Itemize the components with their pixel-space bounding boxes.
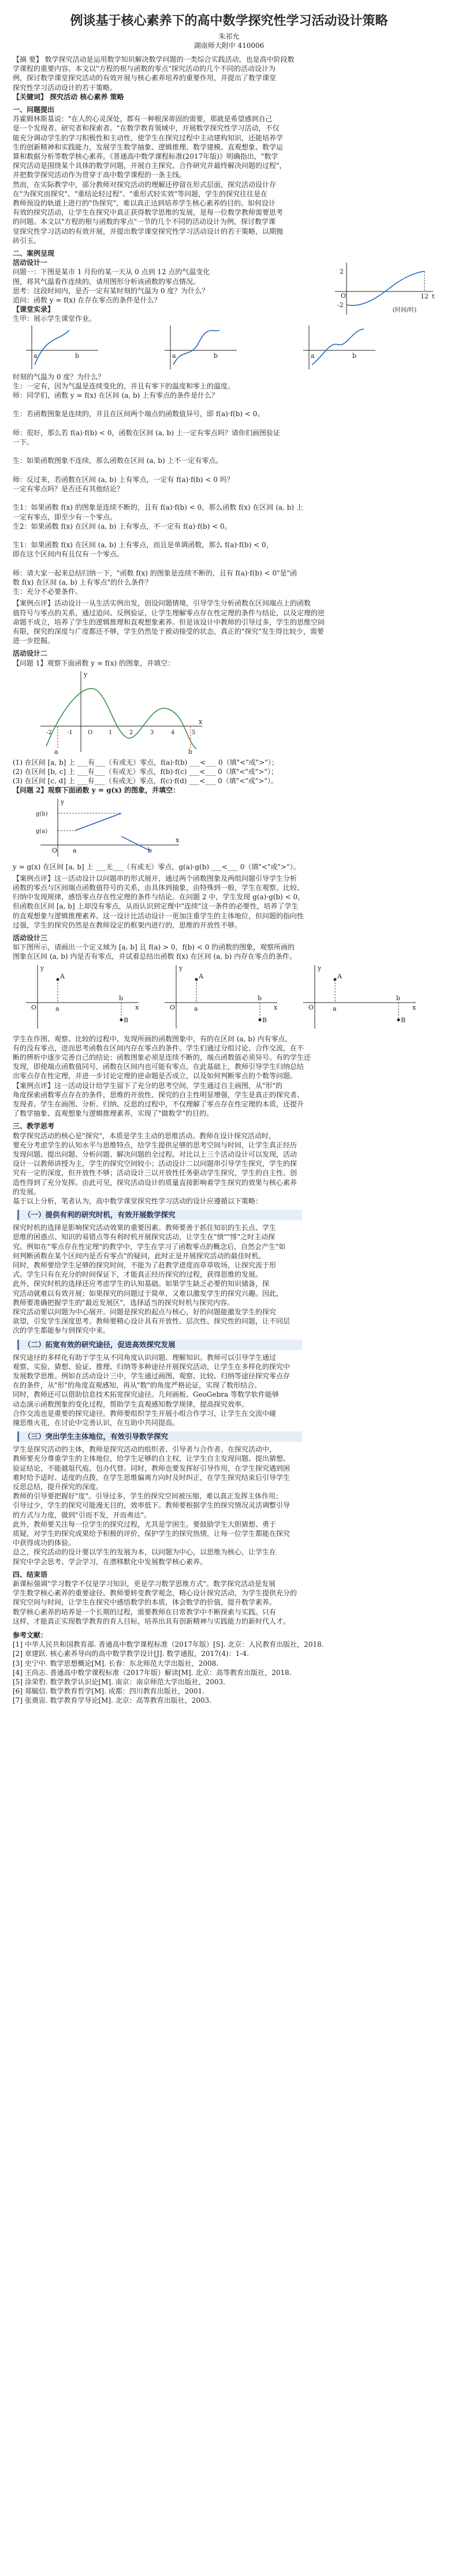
g-b-label: b xyxy=(148,846,152,854)
dialogue-line: 生：充分不必要条件。 xyxy=(13,588,83,596)
f-tick-label: 1 xyxy=(109,729,113,736)
point-a-label: A xyxy=(60,972,65,980)
strategy3-line: 中获得成功的体验。 xyxy=(13,1539,76,1547)
strategy1-line: 次的学生都能参与到探究中来。 xyxy=(13,1326,110,1335)
f-curve xyxy=(46,689,196,749)
design3-after-line: 发现者。学生在画图、分析、归纳、反思的过程中，不仅理解了零点存在性定理的本质，还提升 xyxy=(13,1100,304,1108)
strategy2-line: 同时，教师还可以借助信息技术拓宽探究途径。几何画板、GeoGebra 等数学软件能够 xyxy=(13,1390,279,1399)
abstract-line: 例，探讨数学课堂探究活动的有效开展与核心素养培养的重要作用，并提出了数学课堂 xyxy=(13,74,277,83)
section3-line: 的发展。 xyxy=(13,1187,41,1196)
ga-label: g(a) xyxy=(36,828,48,835)
strategy1-line: 同时，教师要给学生足够的探究时间，不能为了赶教学进度而草草收场，让探究流于形 xyxy=(13,1261,277,1269)
strategy3-line: 质疑，对学生的探究成果给予积极的评价，保护学生的探究热情，让每一位学生都能在探究 xyxy=(13,1530,291,1538)
section2-line: 生甲：展示学生课堂作业。 xyxy=(13,315,96,323)
t-axis-label: t xyxy=(432,293,435,300)
y-label: y xyxy=(318,964,322,972)
design3-after-line: 学生在作图、观察、比较的过程中，发现所画的函数图象中，有的在区间 (a, b) 内有零点， xyxy=(13,1034,292,1043)
g-segment-upper xyxy=(75,813,121,831)
dialogue-line xyxy=(13,466,445,475)
dialogue-line xyxy=(13,494,445,503)
section1-line: 是一个发现者、研究者和探索者。"在数学教育领域中，开展数学探究性学习活动，不仅 xyxy=(13,124,280,133)
abstract-line: 【关键词】 探究活动 核心素养 策略 xyxy=(13,92,124,101)
dialogue-line xyxy=(13,401,445,409)
strategy3-line: 总之，探究活动的设计要以学生的发展为本，以问题为中心，以思维为核心，让学生在 xyxy=(13,1548,277,1557)
strategy3-line: 反思总结，提升探究的深度。 xyxy=(13,1483,103,1491)
function-g-figure xyxy=(35,796,185,859)
y-tick-label: 2 xyxy=(340,268,344,275)
g-y-label: y xyxy=(61,798,65,806)
section4-line: 学生数学核心素养的重要途径。教师要转变教学观念，精心设计探究活动，为学生提供充分的 xyxy=(13,1589,297,1598)
f-y-label: y xyxy=(84,670,88,678)
dialogue-line: 生：若函数图象是连续的，并且在区间两个端点的函数值异号，即 f(a)·f(b) < 0。 xyxy=(13,410,265,418)
endpoint-figure xyxy=(23,962,439,1031)
strategy1-line: 式。学生只有在充分的时间保证下，才能真正经历探究的过程，获得思维的发展。 xyxy=(13,1270,263,1279)
strategy3-heading xyxy=(17,1431,302,1442)
dialogue-line: 生1：如果函数 f(x) 在区间 (a, b) 上有零点，而且是单调函数，那么 f(a)·f(b) < 0， xyxy=(13,541,273,549)
y-label: y xyxy=(179,964,183,972)
origin-label: O xyxy=(31,1003,37,1011)
section2-line: 二、案例呈现 xyxy=(13,249,55,257)
f-tick-label: -2 xyxy=(46,729,52,736)
student-sketches-figure xyxy=(23,324,439,371)
temperature-curve xyxy=(347,271,425,305)
design3-line: 图象在区间 (a, b) 内是否有零点，并试着总结出函数 f(x) 在区间 (a, b) 内存在零点的条件。 xyxy=(13,952,297,961)
sketch-curve xyxy=(173,330,219,365)
x-label: x xyxy=(135,1003,139,1011)
review1-line: 有限，探究的深度与广度都还不够，学生仍然处于被动接受的状态，真正的"探究"发生得比较少，需要 xyxy=(13,627,325,635)
figure-caption: (时间/时) xyxy=(393,307,417,313)
reference-item: [6] 郑毓信. 数学教育哲学[M]. 成都：四川教育出版社，2001. xyxy=(13,1687,205,1696)
a-tick-label: a xyxy=(333,1004,337,1012)
point-a-label: A xyxy=(337,972,342,980)
x-label: x xyxy=(274,1003,278,1011)
section3-line: 发现问题、提出问题、分析问题、解决问题的全过程。对比以上三个活动设计可以发现，活动 xyxy=(13,1150,297,1158)
section1-line: 并把数学探究活动作为贯穿于高中数学课程的一条主线。 xyxy=(13,171,187,180)
strategy2-heading-label: （二）拓宽有效的研究途径，促进高效探究发展 xyxy=(24,1340,176,1349)
origin-label: O xyxy=(341,292,347,300)
reference-item: [3] 史宁中. 数学思想概论[M]. 长春：东北师范大学出版社，2008. xyxy=(13,1659,219,1668)
section1-line: 然而，在实际教学中，部分教师对探究活动的理解还停留在形式层面，探究活动设计存 xyxy=(13,180,277,189)
question1-line: (1) 在区间 [a, b] 上 ___有___（有或无）零点，f(a)·f(b) ___<___ 0（填"<"或">"）； xyxy=(13,758,278,767)
question1-line: (2) 在区间 [b, c] 上 ___有___（有或无）零点，f(b)·f(c) ___<___ 0（填"<"或">"）； xyxy=(13,768,278,776)
question1-line: (3) 在区间 [c, d] 上 ___有___（有或无）零点，f(c)·f(d) ___<___ 0（填"<"或">"）。 xyxy=(13,777,278,786)
strategy3-line: 的方式与力度，做到"引而不发，开而弗达"。 xyxy=(13,1511,151,1519)
section1-line: 苏霍姆林斯基说："在人的心灵深处，都有一种根深蒂固的需要，那就是希望感到自己 xyxy=(13,115,273,124)
sketch-curve xyxy=(35,330,69,365)
strategy1-line: 何判断函数在某个区间内是否有零点"的疑问，此时正是开展探究活动的最佳时机。 xyxy=(13,1251,266,1260)
dialogue-line: 师：同学们，函数 y = f(x) 在区间 (a, b) 上有零点的条件是什么？ xyxy=(13,391,219,399)
strategy1-heading xyxy=(17,1210,302,1220)
dialogue-line xyxy=(13,560,445,569)
review2-line: 归纳中发现规律，感悟零点存在性定理的条件与结论。在问题 2 中，学生发现 g(a)·g(b) < 0， xyxy=(13,893,305,902)
strategy3-line: 此外，教师要关注每一位学生的探究过程，尤其是学困生。要鼓励学生大胆猜想、勇于 xyxy=(13,1520,277,1528)
a-tick-label: a xyxy=(55,1004,59,1012)
design3-after-line: 【案例点评】这一活动设计给学生留下了充分的思考空间，学生通过自主画图，从"形"的 xyxy=(13,1081,283,1090)
abstract-line: 学课程的重要内容。本文以"方程的根与函数的零点"探究活动的几个不同的活动设计为 xyxy=(13,65,276,73)
dialogue-line: 生2：如果函数 f(x) 在区间 (a, b) 上有零点，不一定有 f(a)·f(b) < 0。 xyxy=(13,522,232,530)
strategy2-line: 撞思维火花，在讨论中完善认识，在互助中共同提高。 xyxy=(13,1419,180,1427)
strategy2-line: 发展数学思维。例如在活动设计三中，学生通过画图、观察、比较、归纳等途径探究零点存 xyxy=(13,1372,291,1380)
affiliation: 湖南师大附中 410006 xyxy=(193,42,265,50)
section1-line: 在"为探究而探究"、"重结论轻过程"、"重形式轻实效"等问题，学生的探究往往是在 xyxy=(13,189,268,198)
strategy1-line: 教师要准确把握学生的"最近发展区"，选择适当的探究时机与探究内容。 xyxy=(13,1298,234,1307)
design3-after-line: 发现，即使端点函数值同号，函数在区间内也可能有零点。在此基础上，教师引导学生归纳总结 xyxy=(13,1063,304,1071)
dialogue-line: 即在这个区间内有且仅有一个零点。 xyxy=(13,550,124,559)
section1-line: 有效的探究活动，让学生在探究中真正获得数学思维的发展，是每一位数学教师需要思考 xyxy=(13,208,284,217)
sketch-a-label: a xyxy=(33,352,38,360)
f-tick-label: 3 xyxy=(150,729,154,736)
dialogue-line: 师：反过来，若函数在区间 (a, b) 上有零点，一定有 f(a)·f(b) < 0 吗？ xyxy=(13,475,234,484)
sketch-b-label: b xyxy=(352,352,357,360)
section1-line: 堂探究性学习活动的有效开展，并提出数学课堂探究性学习活动设计的若干策略，以期抛 xyxy=(13,227,284,235)
design3-after-line: 有的没有零点，进而思考函数在区间内存在零点的条件。学生们通过分组讨论、合作交流，在不 xyxy=(13,1044,304,1052)
review2-line: 的直观想象与逻辑推理素养。这一设计比活动设计一更加注重学生的主体地位，但问题的指向性 xyxy=(13,911,304,920)
question1-line: 【问题 2】观察下面函数 y = g(x) 的图象，并填空： xyxy=(13,786,180,795)
section4-line: 数学核心素养的培养是一个长期的过程，需要教师在日常教学中不断探索与实践。只有 xyxy=(13,1607,277,1616)
strategy3-line: 探究中学会思考、学会学习，在潜移默化中发展数学核心素养。 xyxy=(13,1557,207,1566)
dialogue-line xyxy=(13,447,445,456)
section3-line: 基于以上分析，笔者认为，高中数学课堂探究性学习活动的设计应遵循以下策略： xyxy=(13,1197,263,1205)
review2-line: 函数的零点与区间端点函数值符号的关系，由具体到抽象，由特殊到一般，学生在观察、比较、 xyxy=(13,884,304,892)
sketch-b-label: b xyxy=(75,352,80,360)
strategy2-line: 动态演示函数图象的变化过程，帮助学生直观感知数学规律，提高探究效率。 xyxy=(13,1400,249,1408)
section3-line: 数学探究活动的核心是"探究"，本质是学生主动的思维活动。教师在设计探究活动时， xyxy=(13,1131,276,1140)
b-tick-label: b xyxy=(119,994,124,1002)
strategy2-heading xyxy=(17,1340,302,1350)
reference-item: [1] 中华人民共和国教育部. 普通高中数学课程标准（2017年版）[S]. 北京：人民教育出版社，2018. xyxy=(13,1640,324,1649)
author: 朱祁允 xyxy=(218,32,240,40)
strategy2-line: 探究途径的多样化有助于学生从不同角度认识问题、理解知识。教师可以引导学生通过 xyxy=(13,1353,277,1362)
dialogue-line: 时刻的气温为 0 度？为什么？ xyxy=(13,372,105,381)
origin-label: O xyxy=(170,1003,176,1011)
section2-line: 【课堂实录】 xyxy=(13,305,55,314)
design2-line: 活动设计二 xyxy=(13,649,48,658)
dialogue-line xyxy=(13,420,445,428)
review1-line: 进一步挖掘。 xyxy=(13,637,55,645)
article-title: 例谈基于核心素养下的高中数学探究性学习活动设计策略 xyxy=(70,13,388,28)
section4-line: 新课标强调"学习数学不仅是学习知识，更是学习数学思维方式"。数学探究活动是发展 xyxy=(13,1580,276,1588)
design3-after-line: 角度探索函数零点存在的条件，思维的开放性、探究的自主性明显增强，学生是真正的探究者、 xyxy=(13,1090,304,1099)
dialogue-line: 一下。 xyxy=(13,438,34,446)
abstract-line: 【摘 要】 数学探究活动是运用数学知识解决数学问题的一类综合实践活动，也是高中阶段数 xyxy=(13,55,295,63)
section2-line: 活动设计一 xyxy=(13,259,48,267)
review1-line: 命题不成立，培养了学生的逻辑推理和直观想象素养。但是该设计中教师的引导过多，学生的思维空间 xyxy=(13,618,325,626)
section1-line: 的问题。本文以"方程的根与函数的零点"一节的几个不同的活动设计为例，探讨数学课 xyxy=(13,218,276,226)
review2-line: 【案例点评】这一活动设计以问题串的形式展开，通过两个函数图象及两组问题引导学生分析 xyxy=(13,874,297,883)
f-tick-label: 2 xyxy=(129,729,133,736)
dialogue-line: 生：如果函数图象不连续，那么函数在区间 (a, b) 上不一定有零点。 xyxy=(13,457,223,465)
function-f-figure xyxy=(35,668,208,755)
design3-after-line: 断的辨析中逐步完善自己的结论：函数图象必须是连续不断的，端点函数值必须异号。有的学生还 xyxy=(13,1053,311,1061)
f-tick-label: 4 xyxy=(171,729,175,736)
temperature-figure xyxy=(323,260,439,317)
dialogue-line: 师：很好，那么若 f(a)·f(b) < 0，函数在区间 (a, b) 上一定有零点吗？请你们画图验证 xyxy=(13,428,280,437)
section1-line: 教师预设的轨道上进行的"伪探究"，难以真正达到培养学生核心素养的目的。如何设计 xyxy=(13,199,276,207)
references-title: 参考文献： xyxy=(13,1631,48,1639)
b-tick-label: b xyxy=(258,994,262,1002)
dialogue-line: 数 f(x) 在区间 (a, b) 上有零点"的什么条件？ xyxy=(13,578,152,586)
f-b-label: b xyxy=(188,747,193,755)
t-tick-label: 12 xyxy=(420,293,429,300)
b-tick-label: b xyxy=(396,994,401,1002)
sketch-a-label: a xyxy=(172,352,176,360)
strategy3-line: 学生是探究活动的主体，教师是探究活动的组织者、引导者与合作者。在探究活动中， xyxy=(13,1445,277,1454)
question2-line: y = g(x) 在区间 [a, b] 上 ___无___（有或无）零点，g(a)·g(b) ___<___ 0（填"<"或">"）。 xyxy=(13,862,300,871)
section4-line: 探究空间与时间，让学生在探究中感悟数学的本质，体会数学的价值，提升数学素养。 xyxy=(13,1598,277,1607)
design3-after-line: 了数学抽象、直观想象与逻辑推理素养，实现了"做数学"的目的。 xyxy=(13,1109,214,1118)
strategy1-line: 欲望，引发学生深度思考。教师要精心设计具有开放性、层次性、探究性的问题，让不同层 xyxy=(13,1317,291,1326)
f-tick-label: O xyxy=(88,729,93,736)
strategy2-line: 合作交流也是重要的探究途径。教师要组织学生开展小组合作学习，让学生在交流中碰 xyxy=(13,1409,277,1418)
design3-line: 如下图所示，请画出一个定义域为 [a, b] 且 f(a) > 0，f(b) < 0 的函数的图象，观察所画的 xyxy=(13,943,295,952)
section2-line: 思考：这段时间内，是否一定有某时刻的气温为 0 度？为什么？ xyxy=(13,286,209,295)
design2-line: 【问题 1】观察下面函数 y = f(x) 的图象，并填空： xyxy=(13,659,175,667)
point-a-label: A xyxy=(199,972,203,980)
point-b-label: B xyxy=(401,1016,406,1024)
section3-line: 要充分考虑学生的认知水平与思维特点，给学生提供足够的思考空间与时间，让学生真正经历 xyxy=(13,1141,297,1149)
section2-line: 追问：函数 y = f(x) 在存在零点的条件是什么？ xyxy=(13,296,161,304)
strategy1-line: 探究时机的选择是影响探究活动效果的重要因素。教师要善于抓住知识的生长点、学生 xyxy=(13,1224,277,1232)
point-b-label: B xyxy=(124,1016,129,1024)
section1-line: 能充分调动学生的学习积极性和主动性，使学生在探究过程中主动建构知识，还能培养学 xyxy=(13,133,284,142)
review2-line: 过强，学生的探究仍然是在教师设定的框架内进行的，思维的开放性不够。 xyxy=(13,921,242,929)
strategy1-line: 此外，探究时机的选择还应考虑学生的认知基础。如果学生缺乏必要的知识储备，探 xyxy=(13,1280,270,1288)
strategy1-line: 思维的困惑点、知识的易错点等有利时机开展探究活动，让学生在"愤""悱"之时主动探 xyxy=(13,1233,275,1242)
dialogue-line: 一定有零点吗？是否还有其他结论？ xyxy=(13,485,124,493)
section3-line: 究有一定的深度，但开放性不够；活动设计三以开放性任务驱动学生探究，学生的自主性、创 xyxy=(13,1169,297,1177)
f-tick-label: -1 xyxy=(67,729,73,736)
strategy3-line: 教师的引导要把握好"度"。引导过多，学生的探究空间被压缩，难以真正发挥主体作用； xyxy=(13,1492,283,1501)
review1-line: 【案例点评】活动设计一从生活实例出发，创设问题情境，引导学生分析函数在区间端点上的函数 xyxy=(13,599,311,608)
g-x-label: x xyxy=(176,836,180,844)
section1-line: 砖引玉。 xyxy=(13,236,41,245)
f-tick-label: 5 xyxy=(192,729,196,736)
strategy1-line: 究。例如在"零点存在性定理"的教学中，学生在学习了函数零点的概念后，自然会产生"如 xyxy=(13,1242,286,1251)
strategy1-heading-label: （一）提供有利的研究时机，有效开展数学探究 xyxy=(24,1210,176,1220)
strategy2-line: 在的条件，从"形"的角度直观感知，再从"数"的角度严格论证，实现了数形结合。 xyxy=(13,1381,262,1390)
strategy3-line: 教师要充分尊重学生的主体地位，给学生足够的自主权，让学生自主发现问题、提出猜想、 xyxy=(13,1455,291,1463)
strategy3-line: 验证结论，不能越俎代庖、包办代替。同时，教师也要发挥好引导作用，在学生探究遇到困 xyxy=(13,1464,291,1472)
strategy2-line: 观察、实验、猜想、验证、推理、归纳等多种途径开展探究活动，让学生在多样化的探究中 xyxy=(13,1362,291,1371)
g-segment-lower xyxy=(121,836,150,851)
dialogue-line: 生：一定有，因为气温是连续变化的，并且有零下的温度和零上的温度。 xyxy=(13,382,235,390)
point-b-label: B xyxy=(262,1016,267,1024)
sketch-b-label: b xyxy=(214,352,218,360)
section2-line: 图，将其气温看作连续的，请用图形分析该函数的零点情况。 xyxy=(13,277,200,286)
section1-line: 探究活动是围绕某个具体的数学问题，开展自主探究、合作研究并最终解决问题的过程"， xyxy=(13,162,286,170)
design3-line: 活动设计三 xyxy=(13,934,48,942)
reference-item: [2] 章建跃. 核心素养导向的高中数学教学设计[J]. 数学通报，2017(4)：1-4. xyxy=(13,1650,249,1658)
strategy1-line: 究活动就难以有效开展；如果探究的问题过于简单，又难以激发学生的探究兴趣。因此， xyxy=(13,1289,284,1298)
strategy3-line: 引导过少，学生的探究可能漫无目的，效率低下。教师要根据学生的探究情况灵活调整引导 xyxy=(13,1501,291,1510)
strategy3-line: 难时给予适时、适度的点拨，在学生思维偏离方向时及时纠正，在学生探究结束后引导学生 xyxy=(13,1473,291,1482)
g-a-label: a xyxy=(73,846,77,854)
sketch-a-label: a xyxy=(311,352,315,360)
dialogue-line: 生1：如果函数 f(x) 的图象是连续不断的，且有 f(a)·f(b) < 0，那么函数 f(x) 在区间 (a, b) 上 xyxy=(13,503,303,512)
review1-line: 值符号与零点的关系，通过追问、反例验证，让学生理解零点存在性定理的条件与结论，以及定理的逆 xyxy=(13,608,325,617)
gb-label: g(b) xyxy=(36,810,48,817)
section3-line: 造性得到了充分发挥。由此可见，探究活动设计的质量直接影响着学生探究的效果与核心素养 xyxy=(13,1178,297,1187)
design3-after-line: 出零点存在性定理，并进一步讨论定理的逆命题是否成立，以及如何判断零点的个数等问题。 xyxy=(13,1072,297,1081)
g-origin-label: O xyxy=(52,846,58,854)
review2-line: 但函数在区间 [a, b] 上却没有零点，从而认识到定理中"连续"这一条件的必要性，培养了学生 xyxy=(13,902,299,911)
f-a-label: a xyxy=(54,747,58,755)
strategy3-heading-label: （三）突出学生主体地位，有效引导数学探究 xyxy=(24,1432,169,1441)
section4-line: 四、结束语 xyxy=(13,1570,48,1579)
section3-line: 三、教学思考 xyxy=(13,1122,55,1131)
dialogue-line: 师：请大家一起来总结归纳一下，"函数 f(x) 的图象是连续不断的，且有 f(a)·f(b) < 0"是"函 xyxy=(13,569,297,577)
f-x-label: x xyxy=(199,717,203,726)
section2-line: 问题一：下图是某市 1 月份的某一天从 0 点到 12 点的气温变化 xyxy=(13,268,210,276)
y-label: y xyxy=(40,964,44,972)
origin-label: O xyxy=(308,1003,314,1011)
section1-line: 算和数据分析等数学核心素养。《普通高中数学课程标准(2017年版)》明确指出，"数学 xyxy=(13,152,278,160)
strategy1-line: 探究活动要以问题为中心展开。问题是探究的起点与核心，好的问题能激发学生的探究 xyxy=(13,1308,277,1316)
a-tick-label: a xyxy=(194,1004,198,1012)
x-label: x xyxy=(412,1003,416,1011)
reference-item: [4] 王尚志. 普通高中数学课程标准（2017年版）解读[M]. 北京：高等教育出版社，2018. xyxy=(13,1668,292,1677)
section1-line: 一、问题提出 xyxy=(13,106,55,114)
section3-line: 设计一以教师讲授为主，学生的探究空间较小；活动设计二以问题串引导学生探究，学生的探 xyxy=(13,1160,297,1168)
section1-line: 生的创新精神和实践能力，发展学生数学抽象、逻辑推理、数学建模、直观想象、数学运 xyxy=(13,143,284,151)
y-tick-label: -2 xyxy=(337,301,344,309)
reference-item: [5] 涂荣豹. 数学教学认识论[M]. 南京：南京师范大学出版社，2003. xyxy=(13,1678,226,1686)
reference-item: [7] 张奠宙. 数学教育学导论[M]. 北京：高等教育出版社，2003. xyxy=(13,1696,212,1705)
dialogue-line xyxy=(13,532,445,540)
section4-line: 这样，才能真正实现数学教育的育人目标，培养出具有创新精神与实践能力的新时代人才。 xyxy=(13,1617,291,1625)
dialogue-line: 一定有零点，即至少有一个零点。 xyxy=(13,513,117,521)
abstract-line: 探究性学习活动设计的若干策略。 xyxy=(13,83,117,92)
